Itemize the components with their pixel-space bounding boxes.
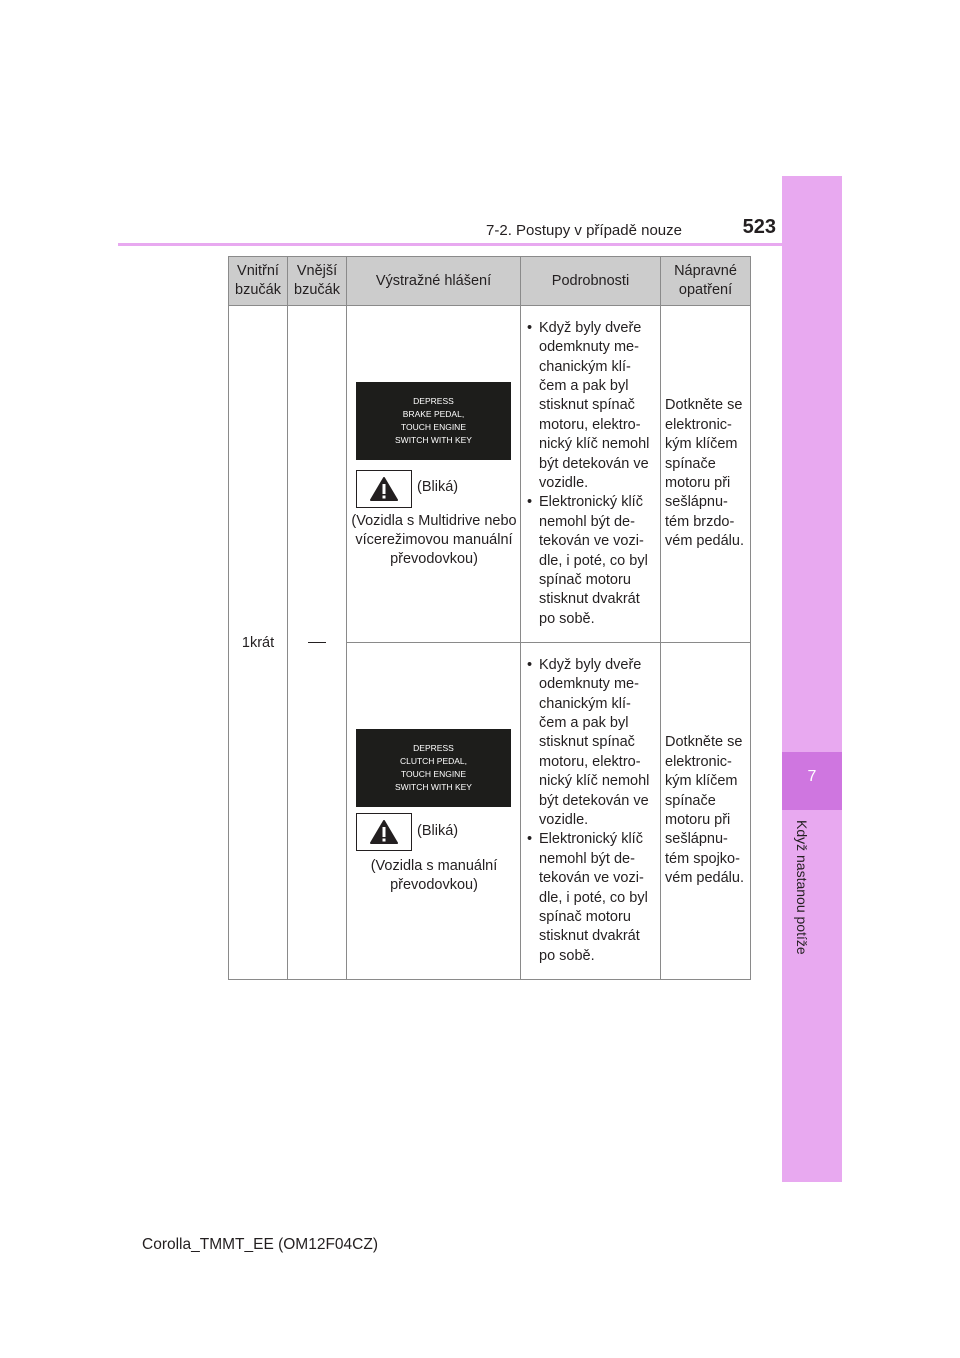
clutch-pedal-display — [356, 729, 511, 807]
brake-pedal-display — [356, 382, 511, 460]
section-title: 7-2. Postupy v případě nouze — [486, 222, 682, 239]
header-corrective-action: Nápravné opatření — [661, 257, 751, 306]
details-cell — [521, 643, 661, 980]
header-details: Podrobnosti — [521, 257, 661, 306]
details-cell — [521, 306, 661, 643]
exterior-buzzer-cell — [288, 306, 347, 980]
header-rule — [118, 243, 842, 246]
warning-triangle-icon — [356, 470, 412, 508]
chapter-title: Když nastanou potíže — [794, 820, 810, 955]
blink-label: (Bliká) — [417, 479, 459, 495]
display-line: BRAKE PEDAL, — [402, 409, 465, 419]
display-line: DEPRESS — [413, 396, 454, 406]
list-item: • Když byly dveře odemknuty me-chanickým klí-čem a pak byl stisknut spínač motoru, elektro-nický klíč nemohl být detekován ve vozidle. — [527, 319, 650, 491]
chapter-number: 7 — [807, 768, 817, 785]
display-line: CLUTCH PEDAL, — [399, 756, 468, 766]
footer-doc-id: Corolla_TMMT_EE (OM12F04CZ) — [142, 1236, 378, 1253]
display-line: SWITCH WITH KEY — [395, 435, 472, 445]
display-line: TOUCH ENGINE — [400, 422, 466, 432]
warning-message-cell — [347, 643, 521, 980]
display-line: DEPRESS — [413, 743, 454, 753]
header-interior-buzzer: Vnitřní bzučák — [229, 257, 288, 306]
vehicle-note: (Vozidla s Multidrive nebo vícerežimovou manuální převodovkou) — [351, 513, 517, 567]
warning-message-cell — [347, 306, 521, 643]
blink-label: (Bliká) — [417, 823, 459, 839]
header-exterior-buzzer: Vnější bzučák — [288, 257, 347, 306]
display-line: SWITCH WITH KEY — [395, 782, 472, 792]
header-warning-message: Výstražné hlášení — [347, 257, 521, 306]
interior-buzzer-cell: 1krát — [229, 306, 288, 980]
chapter-side-tab — [782, 176, 842, 1182]
dash-mark — [308, 642, 326, 643]
list-item: • Když byly dveře odemknuty me-chanickým klí-čem a pak byl stisknut spínač motoru, elektro-nický klíč nemohl být detekován ve vozidle. — [527, 656, 650, 828]
page-number: 523 — [742, 216, 776, 238]
table-header-row — [229, 257, 751, 306]
vehicle-note: (Vozidla s manuální převodovkou) — [370, 858, 498, 893]
corrective-action-cell: Dotkněte se elektronic-kým klíčem spínače motoru při sešlápnu-tém spojko-vém pedálu. — [661, 643, 751, 980]
warning-table — [228, 256, 751, 980]
warning-triangle-icon — [356, 813, 412, 851]
display-line: TOUCH ENGINE — [400, 769, 466, 779]
list-item: • Elektronický klíč nemohl být de-tekován ve vozi-dle, i poté, co byl spínač motoru stisknut dvakrát po sobě. — [527, 831, 648, 964]
list-item: • Elektronický klíč nemohl být de-tekován ve vozi-dle, i poté, co byl spínač motoru stisknut dvakrát po sobě. — [527, 494, 648, 627]
table-row — [229, 306, 751, 643]
corrective-action-cell: Dotkněte se elektronic-kým klíčem spínače motoru při sešlápnu-tém brzdo-vém pedálu. — [661, 306, 751, 643]
